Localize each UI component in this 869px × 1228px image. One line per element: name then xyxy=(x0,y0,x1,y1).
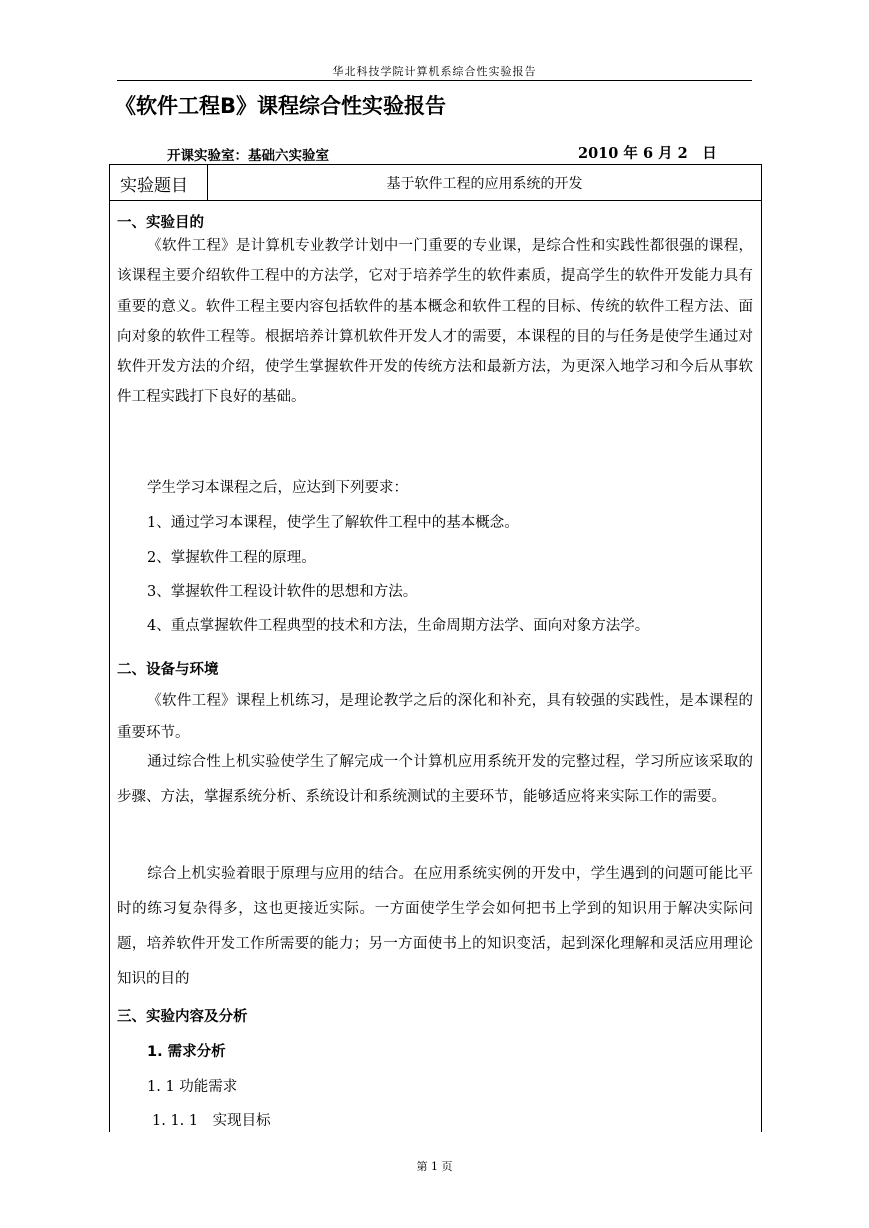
subsection-functional-requirements: 1. 1 功能需求 xyxy=(147,1079,238,1095)
section-heading-environment: 二、设备与环境 xyxy=(117,662,219,678)
environment-paragraph-2 xyxy=(117,745,753,815)
page-number: 第 1 页 xyxy=(416,1160,453,1173)
topic-value: 基于软件工程的应用系统的开发 xyxy=(386,176,583,192)
section-heading-content: 三、实验内容及分析 xyxy=(117,1009,248,1025)
environment-paragraph-1-text: 《软件工程》课程上机练习，是理论教学之后的深化和补充，具有较强的实践性，是本课程的重要环节。 xyxy=(117,693,753,741)
purpose-paragraph-text: 《软件工程》是计算机专业教学计划中一门重要的专业课，是综合性和实践性都很强的课程，该课程主要介绍软件工程中的方法学，它对于培养学生的软件素质，提高学生的软件开发能力具有重要的意义。软件工程主要内容包括软件的基本概念和软件工程的目标、传统的软件工程方法、面向对象的软件工程等。根据培养计算机软件开发人才的需要，本课程的目的与任务是使学生通过对软件开发方法的介绍，使学生掌握软件开发的传统方法和最新方法，为更深入地学习和今后从事软件工程实践打下良好的基础。 xyxy=(117,238,753,406)
subsection-goals: 1. 1. 1 实现目标 xyxy=(152,1113,271,1129)
lab-info: 开课实验室：基础六实验室 xyxy=(167,148,329,164)
requirement-item: 3、掌握软件工程设计软件的思想和方法。 xyxy=(147,584,418,600)
row-divider xyxy=(110,200,761,201)
environment-paragraph-3-text: 综合上机实验着眼于原理与应用的结合。在应用系统实例的开发中，学生遇到的问题可能比平时的练习复杂得多，这也更接近实际。一方面使学生学会如何把书上学到的知识用于解决实际问题，培养软件开发工作所需要的能力；另一方面使书上的知识变活，起到深化理解和灵活应用理论知识的目的 xyxy=(117,866,753,987)
topic-label: 实验题目 xyxy=(120,176,188,196)
requirements-intro: 学生学习本课程之后，应达到下列要求： xyxy=(147,480,408,496)
purpose-paragraph xyxy=(117,231,753,413)
running-header: 华北科技学院计算机系综合性实验报告 xyxy=(332,65,537,78)
environment-paragraph-3 xyxy=(117,857,753,997)
document-title: 《软件工程B》课程综合性实验报告 xyxy=(115,94,447,118)
requirement-item: 4、重点掌握软件工程典型的技术和方法，生命周期方法学、面向对象方法学。 xyxy=(147,618,650,634)
requirement-item: 2、掌握软件工程的原理。 xyxy=(147,550,316,566)
requirement-item: 1、通过学习本课程，使学生了解软件工程中的基本概念。 xyxy=(147,515,519,531)
header-rule xyxy=(117,80,752,81)
environment-paragraph-1 xyxy=(117,685,753,749)
section-heading-purpose: 一、实验目的 xyxy=(117,215,204,231)
environment-paragraph-2-text: 通过综合性上机实验使学生了解完成一个计算机应用系统开发的完整过程，学习所应该采取的步骤、方法，掌握系统分析、系统设计和系统测试的主要环节，能够适应将来实际工作的需要。 xyxy=(117,754,753,805)
report-date: 2010 年 6 月 2 日 xyxy=(578,145,717,162)
subsection-requirements-analysis: 1. 需求分析 xyxy=(147,1044,226,1060)
